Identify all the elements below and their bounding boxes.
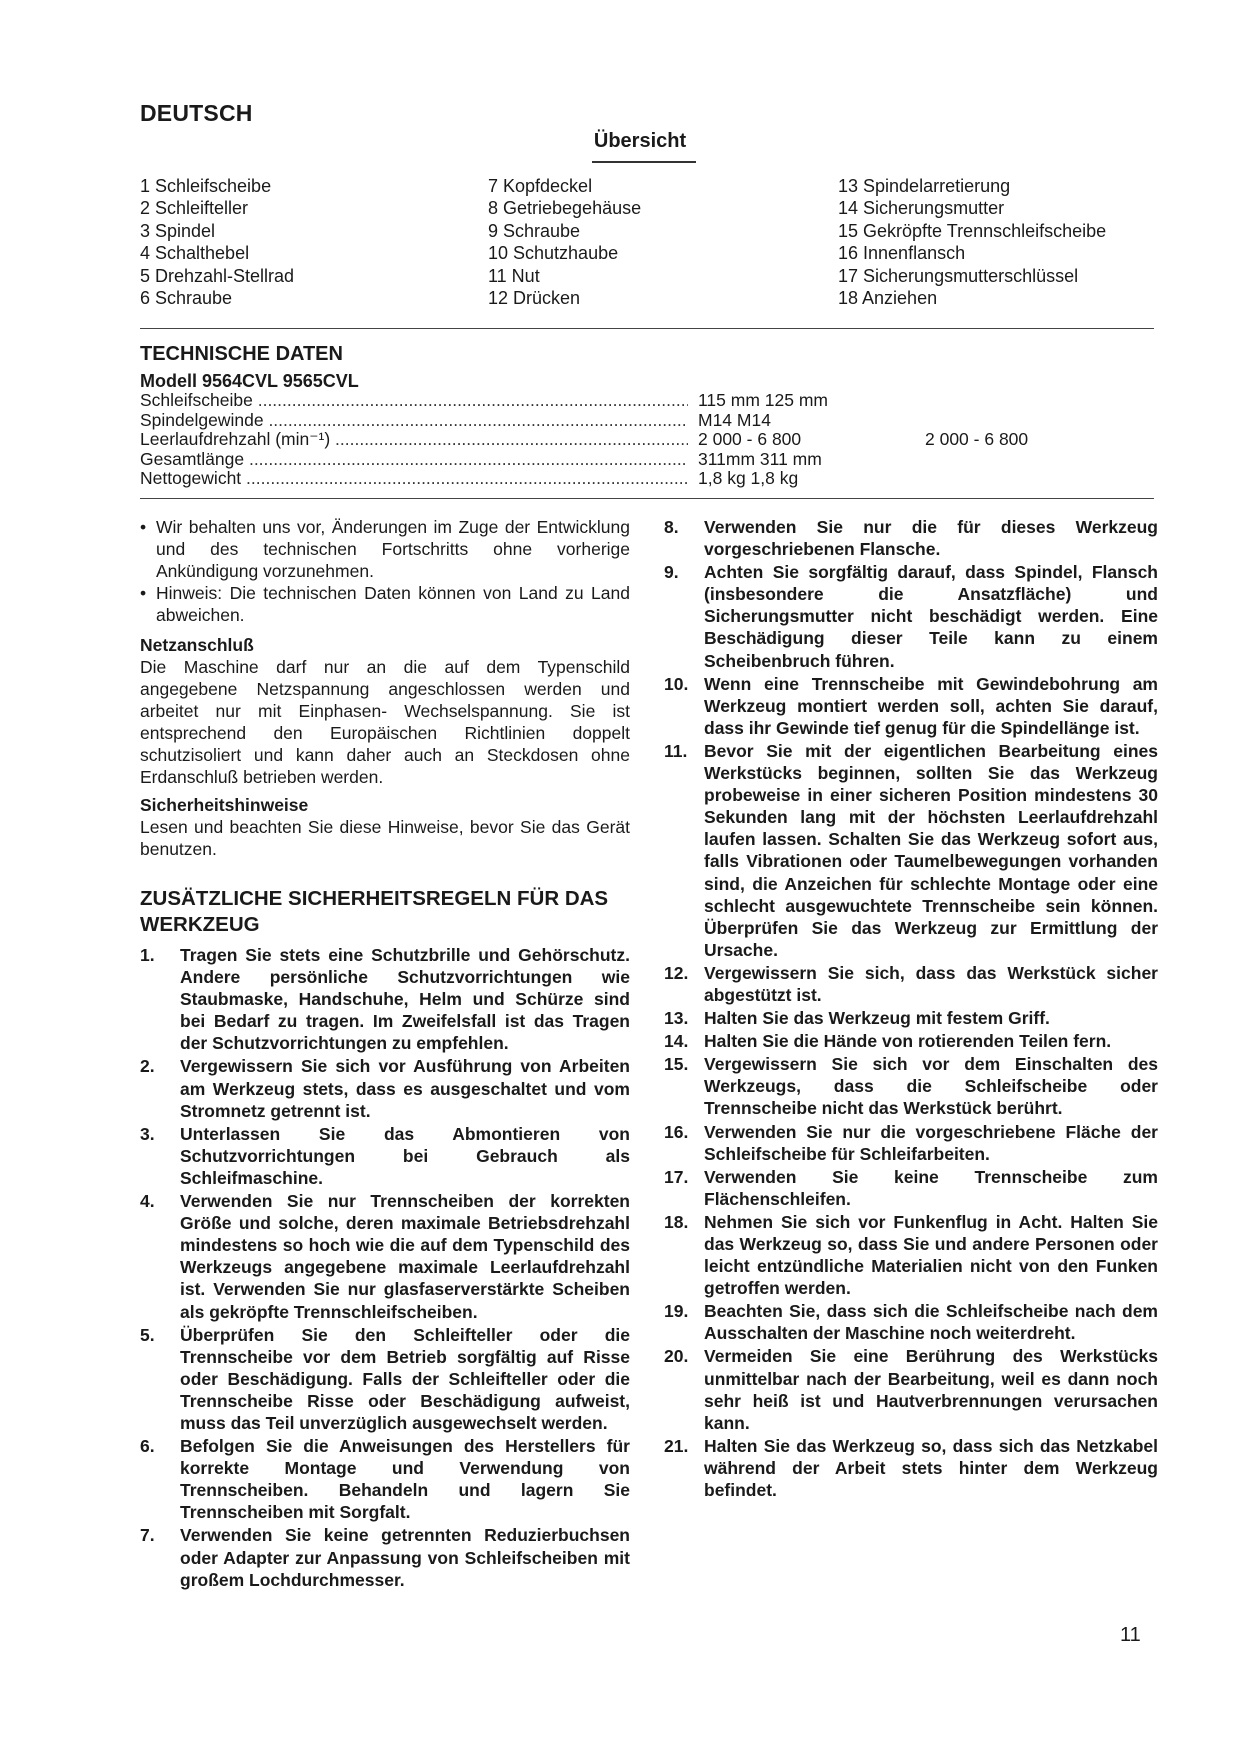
- safety-rule: [664, 1435, 1158, 1501]
- overview-underline: [592, 161, 696, 163]
- rule-number: 4.: [140, 1191, 155, 1212]
- part-item: 17 Sicherungsmutterschlüssel: [838, 265, 1079, 286]
- safety-rule: [140, 944, 630, 1054]
- power-supply-text: Die Maschine darf nur an die auf dem Typenschild angegebene Netzspannung angeschlossen werden und arbeitet nur mit Einphasen- Wechselspannung. Sie ist entsprechend den Europäischen Richtlinien doppelt schutzisoliert und kann daher auch an Steckdosen ohne Erdanschluß betrieben werden.: [140, 657, 630, 787]
- divider-line: [140, 328, 1154, 329]
- divider-line: [140, 498, 1154, 499]
- safety-rule: [664, 1007, 1158, 1029]
- part-item: 7 Kopfdeckel: [488, 176, 593, 196]
- rule-number: 6.: [140, 1436, 155, 1457]
- spec-label: Gesamtlänge: [140, 449, 245, 469]
- safety-rule: [140, 1524, 630, 1590]
- safety-rule: [664, 561, 1158, 671]
- parts-list-column-1: [140, 175, 294, 309]
- safety-rule: [140, 1435, 630, 1523]
- spec-label: Leerlaufdrehzahl (min⁻¹): [140, 430, 331, 449]
- part-item: 1 Schleifscheibe: [140, 176, 272, 196]
- part-item: 13 Spindelarretierung: [838, 176, 1011, 196]
- rule-text: Tragen Sie stets eine Schutzbrille und Gehörschutz. Andere persönliche Schutzvorrichtungen wie Staubmaske, Handschuhe, Helm und Schürze sind bei Bedarf zu tragen. Im Zweifelsfall ist das Tragen der Schutzvorrichtungen zu empfehlen.: [180, 945, 630, 1054]
- safety-notes-heading: Sicherheitshinweise: [140, 795, 309, 815]
- rule-number: 14.: [664, 1031, 689, 1052]
- rule-text: Verwenden Sie nur die vorgeschriebene Fläche der Schleifscheibe für Schleifarbeiten.: [704, 1121, 1158, 1164]
- part-item: 6 Schraube: [140, 288, 233, 309]
- spec-label: Spindelgewinde: [140, 410, 264, 430]
- parts-list-column-3: [838, 175, 1106, 309]
- notes-list: [140, 516, 630, 626]
- additional-safety-rules-title: ZUSÄTZLICHE SICHERHEITSREGELN FÜR DAS WERKZEUG: [140, 887, 609, 936]
- rule-text: Vergewissern Sie sich vor Ausführung von Arbeiten am Werkzeug stets, dass es ausgeschaltet und vom Stromnetz getrennt ist.: [180, 1056, 630, 1121]
- rule-number: 13.: [664, 1008, 689, 1029]
- part-item: 4 Schalthebel: [140, 243, 250, 264]
- power-supply-heading: Netzanschluß: [140, 635, 254, 655]
- safety-rules-list-left: [140, 944, 630, 1591]
- rule-number: 18.: [664, 1211, 689, 1232]
- overview-title: Übersicht: [593, 130, 687, 152]
- model-line: Modell 9564CVL 9565CVL: [140, 371, 359, 391]
- spec-row: [140, 430, 1140, 450]
- part-item: 8 Getriebegehäuse: [488, 198, 642, 219]
- safety-rule: [664, 1030, 1158, 1052]
- spec-value: 311mm 311 mm: [698, 448, 822, 469]
- rule-text: Halten Sie die Hände von rotierenden Teilen fern.: [704, 1031, 1112, 1052]
- rule-number: 1.: [140, 945, 155, 965]
- spec-row: [140, 391, 1140, 411]
- note-item: [140, 582, 630, 626]
- rule-text: Unterlassen Sie das Abmontieren von Schutzvorrichtungen bei Gebrauch als Schleifmaschine.: [180, 1123, 630, 1188]
- rule-number: 17.: [664, 1166, 689, 1187]
- safety-rule: [140, 1190, 630, 1323]
- left-column: [140, 516, 630, 1592]
- safety-rule: [664, 1300, 1158, 1344]
- page-number: 11: [1120, 1624, 1141, 1646]
- spec-value: 115 mm 125 mm: [698, 390, 828, 410]
- safety-rule: [664, 1345, 1158, 1433]
- spec-label-container: [140, 391, 688, 411]
- rule-number: 21.: [664, 1435, 689, 1456]
- rule-text: Befolgen Sie die Anweisungen des Herstellers für korrekte Montage und Verwendung von Trennscheiben. Behandeln und lagern Sie Trennscheiben mit Sorgfalt.: [180, 1436, 630, 1523]
- spec-label-container: [140, 469, 688, 489]
- bullet-marker: •: [140, 517, 147, 537]
- safety-rule: [664, 1121, 1158, 1165]
- spec-row: [140, 411, 1140, 431]
- rule-number: 16.: [664, 1121, 689, 1142]
- part-item: 15 Gekröpfte Trennschleifscheibe: [838, 220, 1107, 241]
- rule-text: Überprüfen Sie den Schleifteller oder die Trennscheibe vor dem Betrieb sorgfältig auf Risse oder Beschädigung. Falls der Schleifteller oder die Trennscheibe Risse oder Beschädigung aufweist, muss das Teil unverzüglich ausgewechselt werden.: [180, 1324, 630, 1433]
- part-item: 9 Schraube: [488, 220, 581, 241]
- spec-label-container: [140, 411, 688, 431]
- rule-text: Vergewissern Sie sich vor dem Einschalten des Werkzeugs, dass die Schleifscheibe oder Trennscheibe nicht das Werkstück berührt.: [704, 1054, 1158, 1119]
- rule-text: Verwenden Sie keine getrennten Reduzierbuchsen oder Adapter zur Anpassung von Schleifscheiben mit großem Lochdurchmesser.: [180, 1525, 630, 1590]
- spec-label-container: [140, 430, 688, 450]
- rule-number: 5.: [140, 1324, 155, 1345]
- rule-text: Vergewissern Sie sich, dass das Werkstück sicher abgestützt ist.: [704, 962, 1158, 1005]
- spec-value: M14 M14: [698, 409, 771, 430]
- rule-text: Beachten Sie, dass sich die Schleifscheibe nach dem Ausschalten der Maschine noch weiterdreht.: [704, 1301, 1158, 1344]
- rule-number: 19.: [664, 1301, 689, 1322]
- rule-number: 11.: [664, 740, 688, 761]
- rule-text: Halten Sie das Werkzeug so, dass sich das Netzkabel während der Arbeit stets hinter dem Werkzeug befindet.: [704, 1435, 1158, 1501]
- part-item: 10 Schutzhaube: [488, 243, 619, 264]
- safety-rule: [664, 1166, 1158, 1210]
- rule-text: Halten Sie das Werkzeug mit festem Griff.: [704, 1008, 1050, 1029]
- part-item: 2 Schleifteller: [140, 198, 249, 219]
- safety-rule: [664, 673, 1158, 739]
- spec-value: 2 000 - 6 800: [698, 429, 802, 449]
- language-heading: DEUTSCH: [140, 100, 253, 126]
- rule-number: 15.: [664, 1054, 689, 1075]
- spec-row: [140, 450, 1140, 470]
- part-item: 12 Drücken: [488, 288, 581, 309]
- part-item: 18 Anziehen: [838, 288, 938, 309]
- rule-number: 10.: [664, 673, 689, 694]
- rule-number: 2.: [140, 1056, 155, 1077]
- spec-extra-value: 2 000 - 6 800: [925, 429, 1029, 449]
- rule-number: 9.: [664, 562, 679, 583]
- rule-text: Nehmen Sie sich vor Funkenflug in Acht. Halten Sie das Werkzeug so, dass Sie und andere Personen oder leicht entzündliche Materialien nicht von den Funken getroffen werden.: [704, 1211, 1158, 1299]
- spec-row: [140, 469, 1140, 489]
- spec-value: 1,8 kg 1,8 kg: [698, 468, 799, 488]
- note-item: [140, 516, 630, 582]
- safety-rule: [664, 1211, 1158, 1299]
- rule-text: Verwenden Sie keine Trennscheibe zum Flächenschleifen.: [704, 1166, 1158, 1209]
- part-item: 11 Nut: [488, 265, 540, 286]
- rule-text: Wenn eine Trennscheibe mit Gewindebohrung am Werkzeug montiert werden soll, achten Sie darauf, dass ihr Gewinde tief genug für die Spindellänge ist.: [704, 673, 1158, 738]
- part-item: 5 Drehzahl-Stellrad: [140, 265, 295, 286]
- spec-label: Schleifscheibe: [140, 391, 253, 410]
- rule-number: 7.: [140, 1525, 155, 1546]
- spec-label-container: [140, 450, 688, 470]
- safety-rule: [664, 516, 1158, 560]
- note-text: Wir behalten uns vor, Änderungen im Zuge der Entwicklung und des technischen Fortschritts ohne vorherige Ankündigung vorzunehmen.: [156, 517, 630, 581]
- rule-number: 20.: [664, 1346, 689, 1367]
- safety-rule: [664, 962, 1158, 1006]
- rule-text: Verwenden Sie nur Trennscheiben der korrekten Größe und solche, deren maximale Betriebsdrehzahl mindestens so hoch wie die auf dem Typenschild des Werkzeugs angegebene maximale Leerlaufdrehzahl ist. Verwenden Sie nur glasfaserverstärkte Scheiben als gekröpfte Trennschleifscheiben.: [180, 1191, 630, 1322]
- parts-list-column-2: [488, 175, 641, 309]
- safety-notes-text: Lesen und beachten Sie diese Hinweise, bevor Sie das Gerät benutzen.: [140, 817, 630, 859]
- note-text: Hinweis: Die technischen Daten können von Land zu Land abweichen.: [156, 583, 630, 625]
- spec-table: [140, 391, 1140, 489]
- spec-label: Nettogewicht: [140, 469, 242, 488]
- rule-text: Achten Sie sorgfältig darauf, dass Spindel, Flansch (insbesondere die Ansatzfläche) und Sicherungsmutter nicht beschädigt werden. Eine Beschädigung dieser Teile kann zu einem Scheibenbruch führen.: [704, 562, 1158, 671]
- part-item: 14 Sicherungsmutter: [838, 198, 1005, 219]
- technical-data-heading: TECHNISCHE DATEN: [140, 343, 343, 365]
- right-column: [664, 516, 1158, 1502]
- rule-number: 8.: [664, 517, 679, 537]
- rule-text: Verwenden Sie nur die für dieses Werkzeug vorgeschriebenen Flansche.: [704, 517, 1158, 560]
- part-item: 16 Innenflansch: [838, 243, 966, 264]
- safety-rule: [664, 1053, 1158, 1119]
- rule-text: Vermeiden Sie eine Berührung des Werkstücks unmittelbar nach der Bearbeitung, weil es dann noch sehr heiß ist und Hautverbrennungen verursachen kann.: [704, 1346, 1158, 1433]
- safety-rule: [140, 1055, 630, 1121]
- part-item: 3 Spindel: [140, 220, 216, 241]
- safety-rule: [664, 740, 1158, 961]
- bullet-marker: •: [140, 583, 147, 603]
- rule-text: Bevor Sie mit der eigentlichen Bearbeitung eines Werkstücks beginnen, sollten Sie das Werkzeug probeweise in einer sicheren Position mindestens 30 Sekunden lang mit der höchsten Leerlaufdrehzahl laufen lassen. Schalten Sie das Werkzeug sofort aus, falls Vibrationen oder Taumelbewegungen vorhanden sind, die Anzeichen für schlechte Montage oder eine schlecht ausgewuchtete Trennscheibe sein können. Überprüfen Sie das Werkzeug zur Ermittlung der Ursache.: [704, 740, 1158, 960]
- rule-number: 3.: [140, 1123, 155, 1144]
- safety-rule: [140, 1123, 630, 1189]
- safety-rule: [140, 1324, 630, 1434]
- rule-number: 12.: [664, 962, 689, 983]
- safety-rules-list-right: [664, 516, 1158, 1501]
